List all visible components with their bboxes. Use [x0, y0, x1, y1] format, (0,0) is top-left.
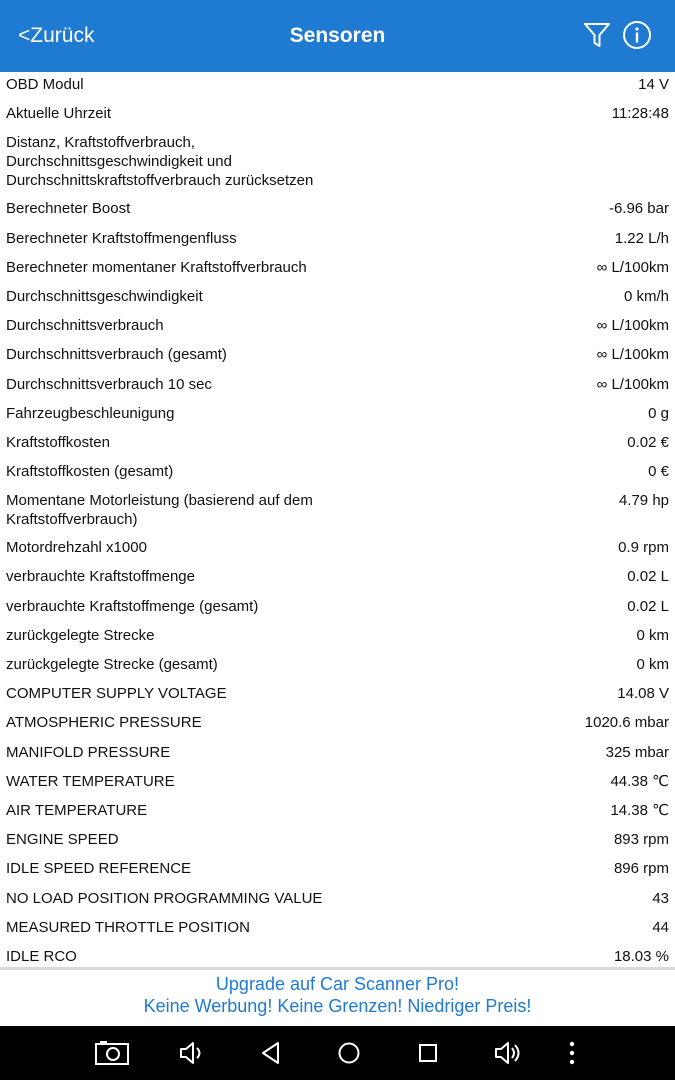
sensor-label: OBD Modul [6, 76, 84, 93]
sensor-label: WATER TEMPERATURE [6, 772, 175, 790]
sensor-label: MANIFOLD PRESSURE [6, 743, 171, 761]
sensor-row[interactable] [0, 342, 675, 371]
sensor-row[interactable] [0, 769, 675, 798]
sensor-label: Momentane Motorleistung (basierend auf dem Kraftstoffverbrauch) [6, 492, 313, 529]
home-icon[interactable] [334, 1038, 366, 1068]
sensor-label: IDLE RCO [6, 947, 77, 965]
sensor-value: 0 km [636, 656, 669, 673]
sensor-label: verbrauchte Kraftstoffmenge [6, 568, 195, 586]
sensor-label: IDLE SPEED REFERENCE [6, 860, 192, 878]
sensor-label: ENGINE SPEED [6, 831, 119, 849]
screenshot-icon[interactable] [95, 1038, 127, 1068]
sensor-row[interactable] [0, 740, 675, 769]
sensor-value: ∞ L/100km [596, 258, 669, 276]
sensor-value: 14 V [638, 76, 669, 93]
sensor-row[interactable] [0, 430, 675, 459]
sensor-label: Berechneter Boost [6, 200, 131, 218]
sensor-list[interactable] [0, 72, 675, 967]
sensor-value: 0 km/h [623, 287, 669, 305]
sensor-value: 14.08 V [617, 685, 669, 703]
sensor-value: 4.79 hp [618, 492, 669, 510]
divider [0, 967, 675, 970]
info-icon[interactable] [622, 20, 652, 50]
sensor-label: NO LOAD POSITION PROGRAMMING VALUE [6, 889, 323, 907]
sensor-row[interactable] [0, 710, 675, 739]
sensor-row[interactable] [0, 226, 675, 255]
volume-down-icon[interactable] [177, 1038, 209, 1068]
sensor-row[interactable] [0, 372, 675, 401]
sensor-value: 44 [652, 918, 669, 936]
sensor-value: 0.02 L [627, 597, 669, 615]
sensor-label: Berechneter momentaner Kraftstoffverbrauch [6, 258, 307, 276]
sensor-value: 1020.6 mbar [584, 714, 669, 732]
sensor-value: 43 [652, 889, 669, 907]
sensor-value: 0 g [648, 404, 669, 422]
sensor-row[interactable] [0, 488, 675, 535]
sensor-value: ∞ L/100km [596, 375, 669, 393]
sensor-label: zurückgelegte Strecke (gesamt) [6, 656, 218, 673]
sensor-label: verbrauchte Kraftstoffmenge (gesamt) [6, 597, 259, 615]
sensor-value: 0.02 L [627, 568, 669, 586]
sensor-label: Aktuelle Uhrzeit [6, 105, 112, 123]
sensor-row[interactable] [0, 594, 675, 623]
sensor-row[interactable] [0, 535, 675, 564]
recents-icon[interactable] [413, 1038, 445, 1068]
sensor-label: Durchschnittsverbrauch (gesamt) [6, 346, 227, 364]
sensor-row[interactable] [0, 944, 675, 967]
sensor-label: COMPUTER SUPPLY VOLTAGE [6, 685, 227, 703]
upgrade-line-1[interactable]: Upgrade auf Car Scanner Pro! [215, 974, 460, 994]
sensor-label: Durchschnittsgeschwindigkeit [6, 287, 203, 305]
sensor-row[interactable] [0, 623, 675, 652]
back-icon[interactable] [257, 1038, 289, 1068]
more-icon[interactable] [557, 1038, 589, 1068]
sensor-value: 325 mbar [605, 743, 669, 761]
sensor-label: Kraftstoffkosten (gesamt) [6, 463, 174, 481]
sensor-value: 14.38 ℃ [610, 801, 669, 819]
sensor-label: Kraftstoffkosten [6, 433, 110, 451]
sensor-label: MEASURED THROTTLE POSITION [6, 918, 250, 936]
top-app-bar [0, 0, 675, 72]
sensor-label: zurückgelegte Strecke [6, 626, 155, 644]
upgrade-line-2[interactable]: Keine Werbung! Keine Grenzen! Niedriger Preis! [143, 996, 532, 1016]
sensor-value: ∞ L/100km [596, 346, 669, 364]
sensor-value: 18.03 % [613, 947, 669, 965]
sensor-row[interactable] [0, 886, 675, 915]
sensor-row[interactable] [0, 827, 675, 856]
volume-up-icon[interactable] [492, 1038, 524, 1068]
sensor-value: 0.02 € [627, 433, 669, 451]
sensor-value: 893 rpm [613, 831, 669, 849]
sensor-row[interactable] [0, 130, 675, 196]
sensor-value: 896 rpm [613, 860, 669, 878]
sensor-value: 11:28:48 [611, 105, 669, 123]
sensor-row[interactable] [0, 564, 675, 593]
sensor-label: AIR TEMPERATURE [6, 801, 148, 819]
sensor-value: 44.38 ℃ [610, 772, 669, 790]
sensor-label: Berechneter Kraftstoffmengenfluss [6, 229, 237, 247]
sensor-row[interactable] [0, 459, 675, 488]
sensor-row[interactable] [0, 196, 675, 225]
sensor-row[interactable] [0, 401, 675, 430]
page-title: Sensoren [289, 24, 386, 47]
sensor-value: 0 € [648, 463, 669, 481]
sensor-row[interactable] [0, 255, 675, 284]
sensor-row[interactable] [0, 652, 675, 681]
system-nav-bar [0, 1026, 675, 1080]
back-button[interactable]: <Zurück [18, 24, 95, 47]
sensor-value: 1.22 L/h [614, 229, 669, 247]
sensor-value: ∞ L/100km [596, 317, 669, 335]
sensor-label: Motordrehzahl x1000 [6, 539, 147, 557]
sensor-row[interactable] [0, 72, 675, 101]
sensor-label: ATMOSPHERIC PRESSURE [6, 714, 202, 732]
sensor-label: Fahrzeugbeschleunigung [6, 404, 175, 422]
sensor-row[interactable] [0, 856, 675, 885]
sensor-label: Durchschnittsverbrauch [6, 317, 164, 335]
sensor-row[interactable] [0, 798, 675, 827]
upgrade-banner[interactable] [0, 971, 675, 1025]
sensor-row[interactable] [0, 101, 675, 130]
sensor-value: 0 km [636, 626, 669, 644]
sensor-value: 0.9 rpm [618, 539, 669, 557]
sensor-row[interactable] [0, 681, 675, 710]
sensor-row[interactable] [0, 915, 675, 944]
sensor-row[interactable] [0, 313, 675, 342]
sensor-value: -6.96 bar [608, 200, 669, 218]
sensor-row[interactable] [0, 284, 675, 313]
filter-icon[interactable] [582, 20, 612, 50]
sensor-label: Distanz, Kraftstoffverbrauch, Durchschnittsgeschwindigkeit und Durchschnittskraftstoffverbrauch zurücksetzen [6, 134, 314, 190]
sensor-label: Durchschnittsverbrauch 10 sec [6, 375, 212, 393]
